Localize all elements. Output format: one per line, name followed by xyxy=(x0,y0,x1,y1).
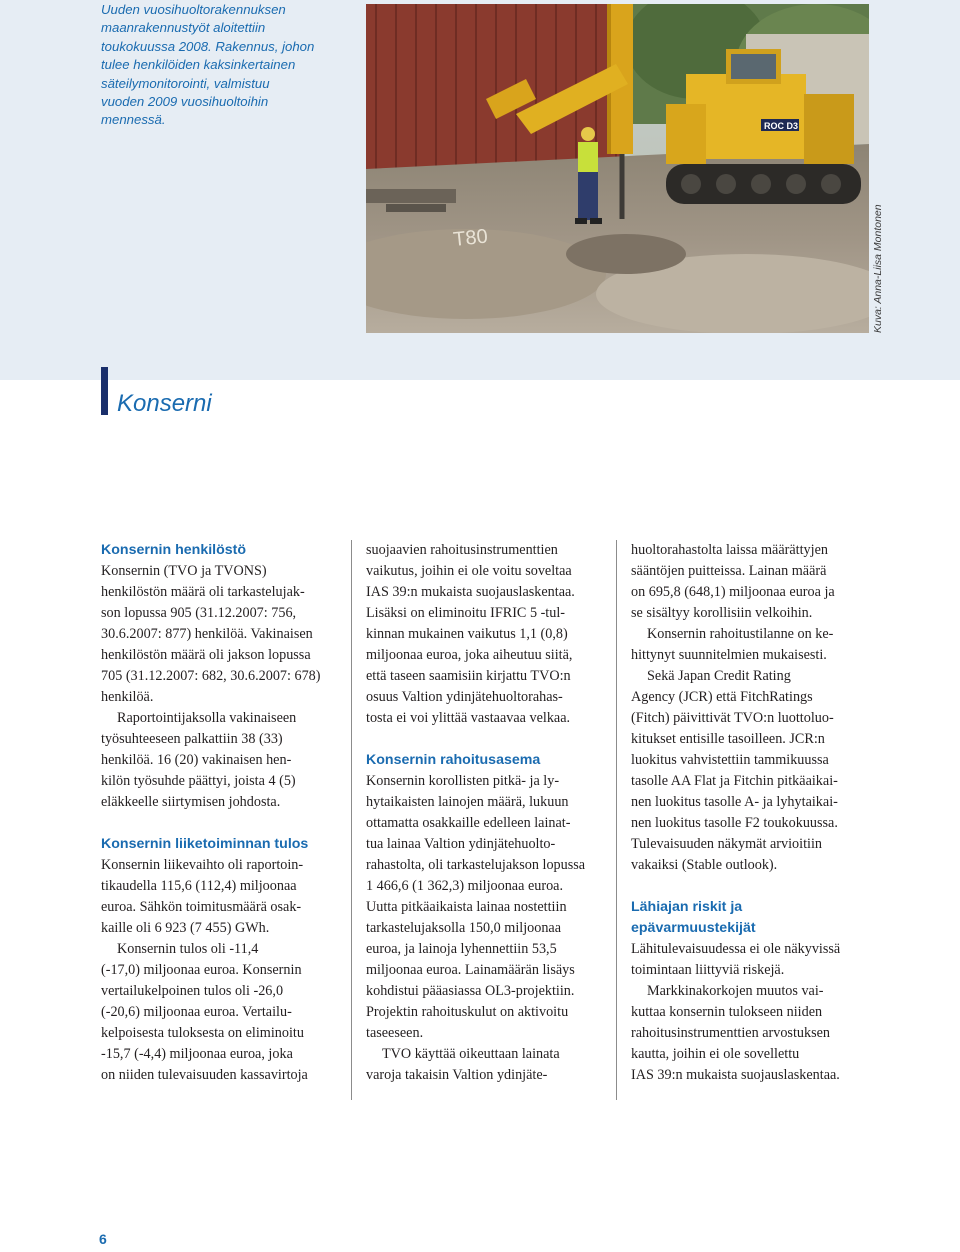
text-line: vaikutus, joihin ei ole voitu soveltaa xyxy=(366,563,572,579)
heading-line: Lähiajan riskit ja xyxy=(631,899,743,915)
heading-line: epävarmuustekijät xyxy=(631,920,756,936)
text-line: tosta ei voi ylittää vastaavaa velkaa. xyxy=(366,710,571,726)
text-line: Konsernin (TVO ja TVONS) xyxy=(101,563,267,579)
text-line: Sekä Japan Credit Rating xyxy=(647,668,791,684)
text-line: 705 (31.12.2007: 682, 30.6.2007: 678) xyxy=(101,668,321,684)
text-line: IAS 39:n mukaista suojauslaskentaa. xyxy=(366,584,575,600)
paragraph xyxy=(631,939,893,981)
text-line: suojaavien rahoitusinstrumenttien xyxy=(366,542,558,558)
text-line: on niiden tulevaisuuden kassavirtoja xyxy=(101,1067,308,1083)
text-line: työsuhteeseen palkattiin 38 (33) xyxy=(101,731,283,747)
caption-line: toukokuussa 2008. Rakennus, johon xyxy=(101,38,315,54)
photo-credit xyxy=(872,4,886,333)
caption-line: mennessä. xyxy=(101,112,166,128)
paragraph xyxy=(631,624,893,666)
paragraph xyxy=(631,981,893,1086)
paragraph xyxy=(101,855,363,939)
text-line: Lisäksi on eliminoitu IFRIC 5 -tul- xyxy=(366,605,566,621)
section-title: Konserni xyxy=(117,390,212,417)
text-line: henkilöstön määrä oli tarkastelujak- xyxy=(101,584,305,600)
text-line: Uutta pitkäaikaista lainaa nostettiin xyxy=(366,899,567,915)
text-line: miljoonaa euroa. Lainamäärän lisäys xyxy=(366,962,575,978)
paragraph xyxy=(366,1044,628,1086)
caption-line: tulee henkilöiden kaksinkertainen xyxy=(101,57,296,73)
construction-site-photo xyxy=(366,4,869,333)
text-line: että taseen saamisiin kirjattu TVO:n xyxy=(366,668,571,684)
caption-line: maanrakennustyöt aloitettiin xyxy=(101,20,266,36)
text-line: Konsernin tulos oli -11,4 xyxy=(117,941,259,957)
text-line: hittynyt suunnitelmien mukaisesti. xyxy=(631,647,827,663)
text-line: kohdistui pääasiassa OL3-projektiin. xyxy=(366,983,575,999)
text-line: tarkastelujaksolla 150,0 miljoonaa xyxy=(366,920,562,936)
text-line: Konsernin korollisten pitkä- ja ly- xyxy=(366,773,560,789)
section-marker xyxy=(101,367,108,415)
ground-marking: T80 xyxy=(452,225,489,251)
paragraph xyxy=(631,666,893,876)
text-line: tua lainaa Valtion ydinjätehuolto- xyxy=(366,836,556,852)
text-line: Markkinakorkojen muutos vai- xyxy=(647,983,824,999)
text-line: kelpoisesta tuloksesta on eliminoitu xyxy=(101,1025,304,1041)
text-line: on 695,8 (648,1) miljoonaa euroa ja xyxy=(631,584,835,600)
caption-line: Uuden vuosihuoltorakennuksen xyxy=(101,2,286,17)
text-line: toimintaan liittyviä riskejä. xyxy=(631,962,785,978)
text-line: Konsernin rahoitustilanne on ke- xyxy=(647,626,834,642)
text-line: Konsernin liikevaihto oli raportoin- xyxy=(101,857,304,873)
text-line: kinnan mukainen vaikutus 1,1 (0,8) xyxy=(366,626,568,642)
paragraph xyxy=(631,540,893,624)
text-line: luokitus vahvistettiin tammikuussa xyxy=(631,752,829,768)
text-line: euroa, ja lainoja lyhennettiin 53,5 xyxy=(366,941,557,957)
caption-line: vuoden 2009 vuosihuoltoihin xyxy=(101,94,269,110)
heading-liiketoiminnan-tulos: Konsernin liiketoiminnan tulos xyxy=(101,836,309,852)
text-line: euroa. Sähkön toimitusmäärä osak- xyxy=(101,899,302,915)
text-line: -15,7 (-4,4) miljoonaa euroa, joka xyxy=(101,1046,293,1062)
text-line: henkilöä. 16 (20) vakinaisen hen- xyxy=(101,752,292,768)
text-line: (-17,0) miljoonaa euroa. Konsernin xyxy=(101,962,302,978)
text-line: rahoitusinstrumenttien arvostuksen xyxy=(631,1025,830,1041)
text-line: taseeseen. xyxy=(366,1025,424,1041)
text-line: kuttaa konsernin tulokseen niiden xyxy=(631,1004,823,1020)
text-line: kilön työsuhde päättyi, joista 4 (5) xyxy=(101,773,296,789)
text-line: kaille oli 6 923 (7 455) GWh. xyxy=(101,920,270,936)
text-line: nen luokitus tasolle A- ja lyhytaikai- xyxy=(631,794,838,810)
text-line: Agency (JCR) että FitchRatings xyxy=(631,689,813,705)
text-column-1 xyxy=(101,540,363,1086)
text-line: Raportointijaksolla vakinaiseen xyxy=(117,710,297,726)
page-number: 6 xyxy=(99,1231,107,1247)
photo-credit-text: Kuva: Anna-Liisa Montonen xyxy=(872,204,884,333)
text-line: henkilöstön määrä oli jakson lopussa xyxy=(101,647,311,663)
text-line: se sisältyy korollisiin velkoihin. xyxy=(631,605,813,621)
caption-line: säteilymonitorointi, valmistuu xyxy=(101,75,270,91)
heading-rahoitusasema: Konsernin rahoitusasema xyxy=(366,752,541,768)
text-line: Lähitulevaisuudessa ei ole näkyvissä xyxy=(631,941,841,957)
text-line: (-20,6) miljoonaa euroa. Vertailu- xyxy=(101,1004,292,1020)
text-line: kautta, joihin ei ole sovellettu xyxy=(631,1046,800,1062)
text-line: osuus Valtion ydinjätehuoltorahas- xyxy=(366,689,563,705)
text-line: 30.6.2007: 877) henkilöä. Vakinaisen xyxy=(101,626,313,642)
text-column-2 xyxy=(366,540,628,1086)
text-line: ottamatta osakkaille edelleen lainat- xyxy=(366,815,571,831)
text-line: nen luokitus tasolle F2 toukokuussa. xyxy=(631,815,838,831)
text-column-3 xyxy=(631,540,893,1086)
text-line: Tulevaisuuden näkymät arvioitiin xyxy=(631,836,822,852)
text-line: Projektin rahoituskulut on aktivoitu xyxy=(366,1004,569,1020)
text-line: vakaiksi (Stable outlook). xyxy=(631,857,778,873)
heading-lahiajan-riskit xyxy=(631,897,893,939)
text-line: tasolle AA Flat ja Fitchin pitkäaikai- xyxy=(631,773,838,789)
text-line: huoltorahastolta laissa määrättyjen xyxy=(631,542,828,558)
text-line: hytaikaisten lainojen määrä, lukuun xyxy=(366,794,569,810)
paragraph xyxy=(366,771,628,1044)
text-line: vertailukelpoinen tulos oli -26,0 xyxy=(101,983,284,999)
text-line: IAS 39:n mukaista suojauslaskentaa. xyxy=(631,1067,840,1083)
text-line: (Fitch) päivittivät TVO:n luottoluo- xyxy=(631,710,834,726)
text-line: son lopussa 905 (31.12.2007: 756, xyxy=(101,605,297,621)
text-line: kitukset entisille tasoilleen. JCR:n xyxy=(631,731,825,747)
photo-caption xyxy=(101,1,315,130)
paragraph xyxy=(101,708,363,813)
heading-henkilosto: Konsernin henkilöstö xyxy=(101,542,247,558)
paragraph xyxy=(366,540,628,729)
text-line: sääntöjen puitteissa. Lainan määrä xyxy=(631,563,827,579)
text-line: tikaudella 115,6 (112,4) miljoonaa xyxy=(101,878,297,894)
text-line: eläkkeelle siirtymisen johdosta. xyxy=(101,794,281,810)
text-line: rahastolta, oli tarkastelujakson lopussa xyxy=(366,857,586,873)
machine-label: ROC D3 xyxy=(764,121,799,131)
text-line: varoja takaisin Valtion ydinjäte- xyxy=(366,1067,548,1083)
text-line: henkilöä. xyxy=(101,689,154,705)
paragraph xyxy=(101,939,363,1086)
text-line: TVO käyttää oikeuttaan lainata xyxy=(382,1046,560,1062)
text-line: 1 466,6 (1 362,3) miljoonaa euroa. xyxy=(366,878,564,894)
paragraph xyxy=(101,561,363,708)
text-line: miljoonaa euroa, joka aiheutuu siitä, xyxy=(366,647,573,663)
